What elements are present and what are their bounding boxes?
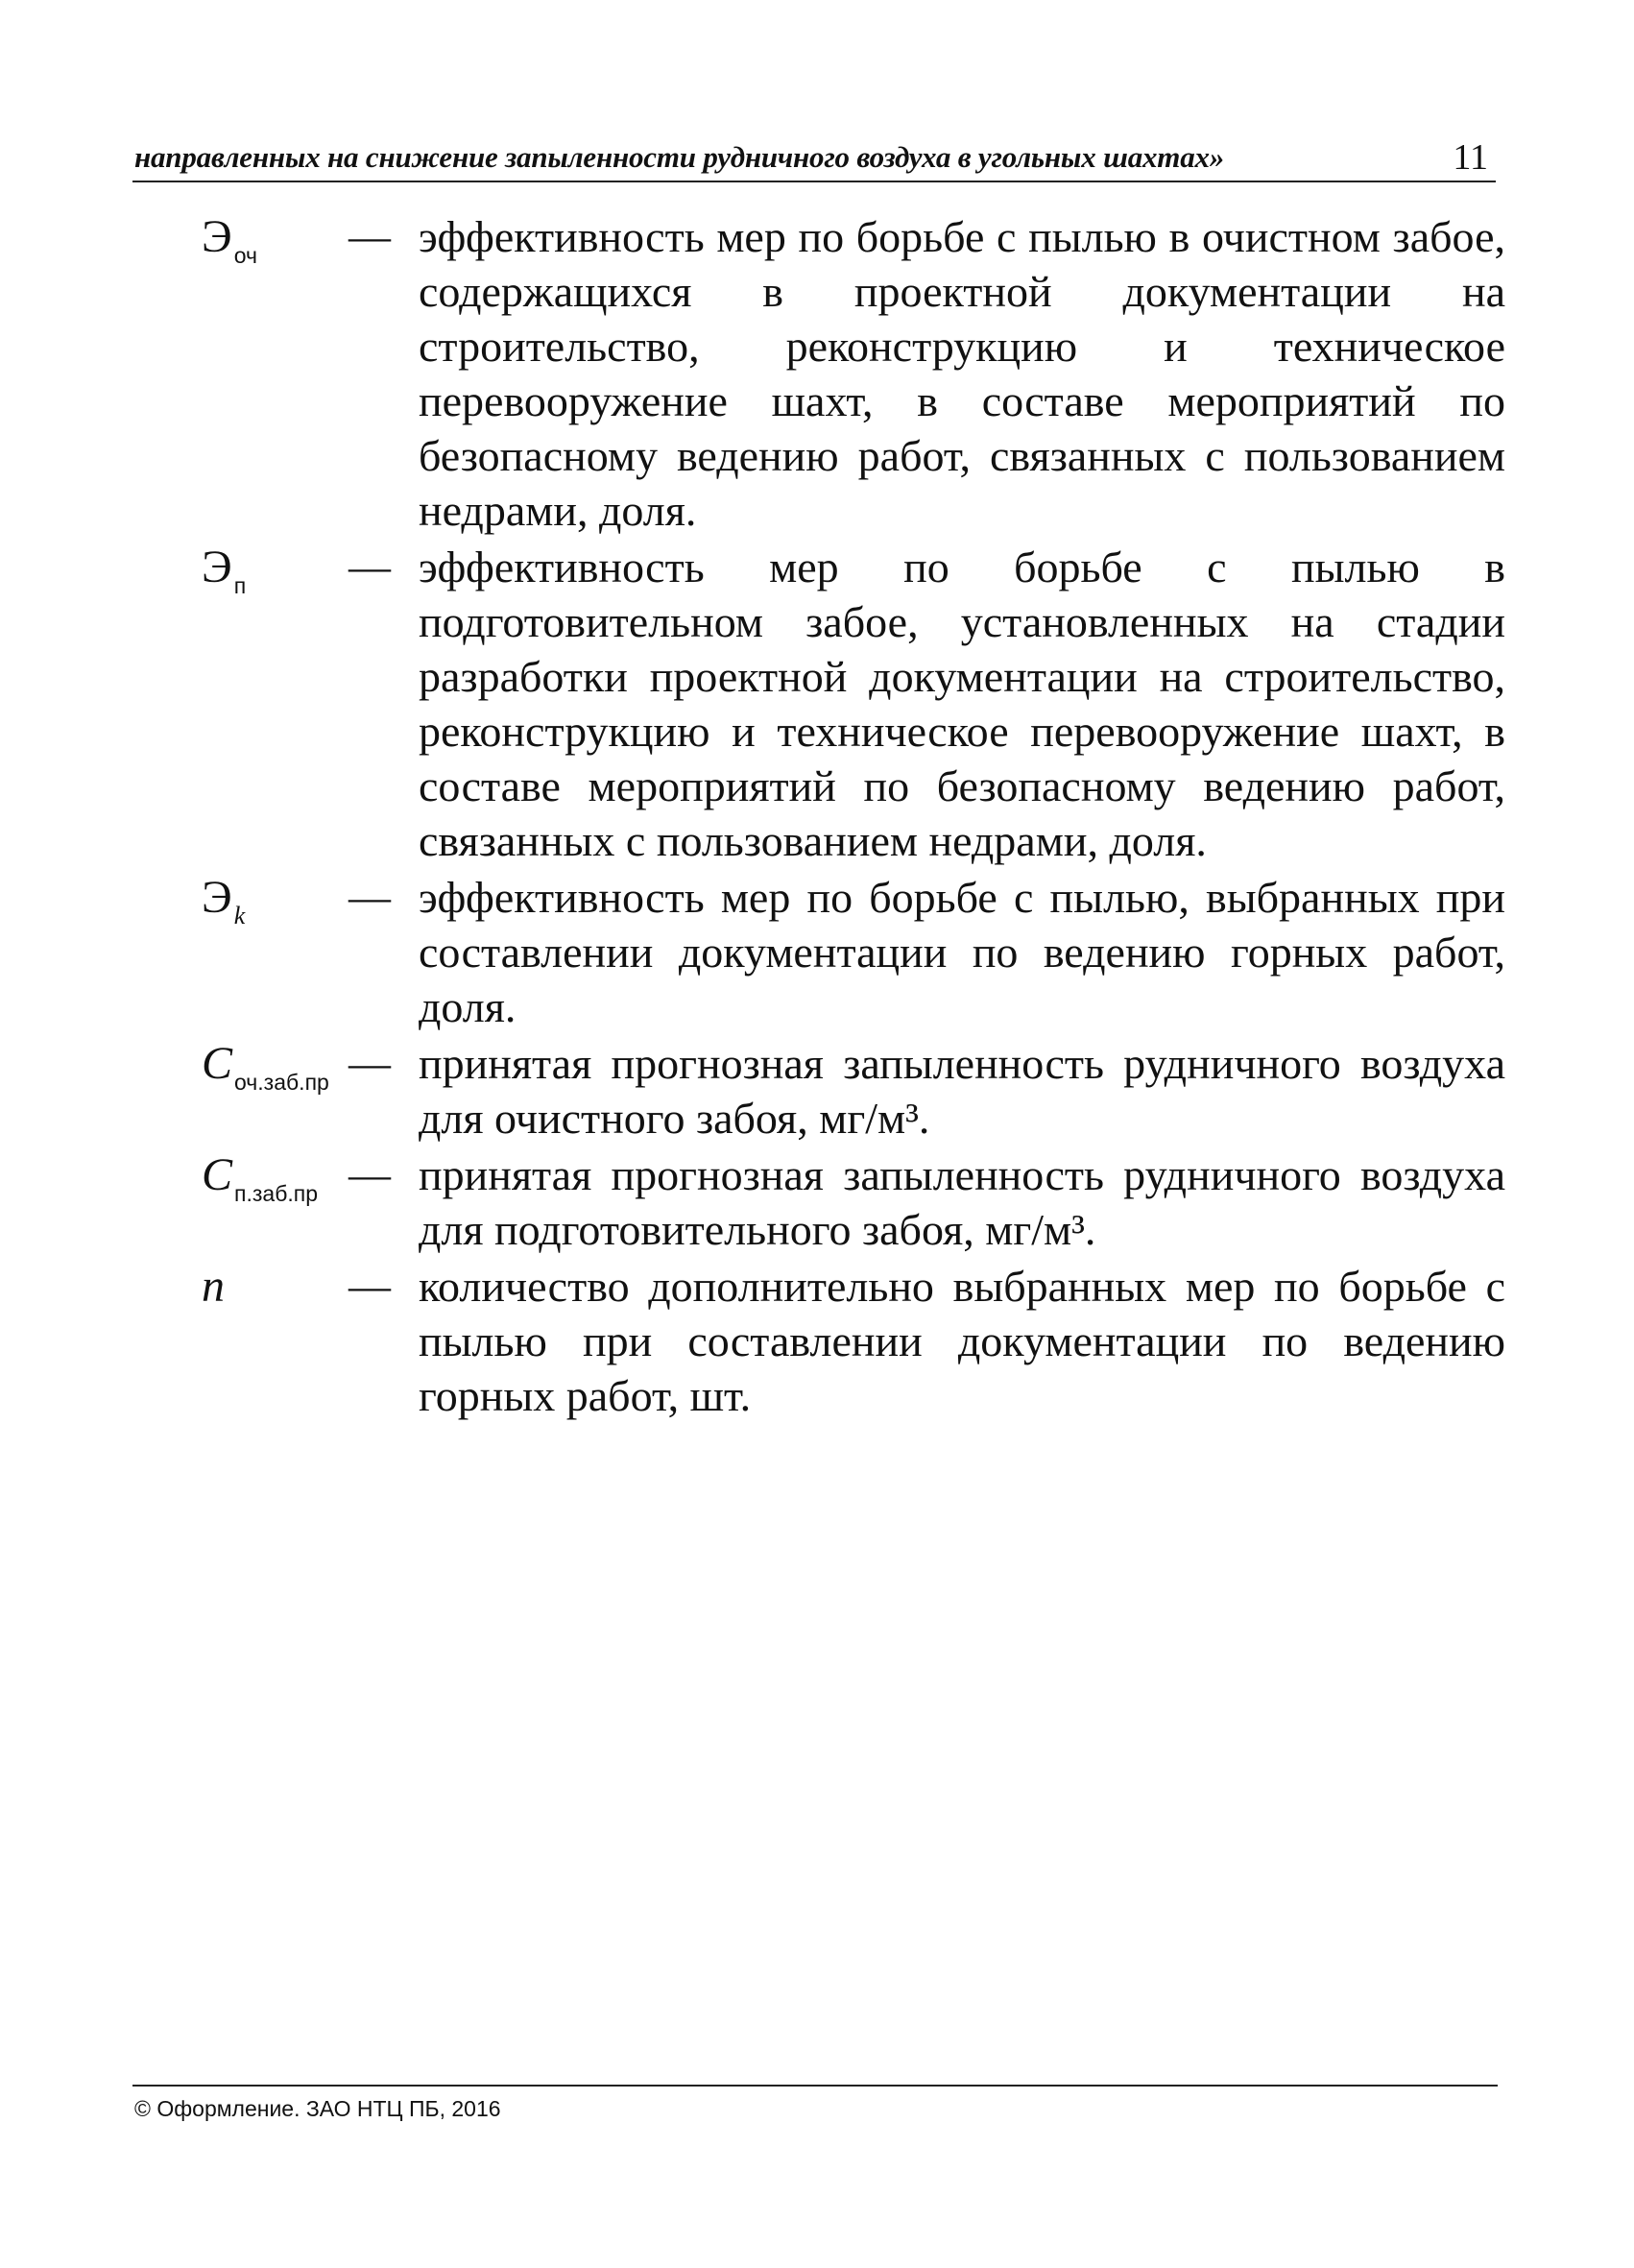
symbol-subscript: оч	[233, 243, 257, 268]
dash: —	[348, 1040, 391, 1087]
definition-item	[132, 209, 1505, 538]
definition-text: эффективность мер по борьбе с пылью в очистном забое, содержащихся в проектной документации на строительство, реконструкцию и техническое перевооружение шахт, в составе мероприятий по безопасному ведению работ, связанных с пользованием недрами, доля.	[419, 212, 1505, 535]
symbol-base: Э	[202, 211, 232, 262]
symbol	[132, 540, 363, 614]
running-title: направленных на снижение запыленности рудничного воздуха в угольных шахтах»	[134, 140, 1225, 174]
symbol-base: Э	[202, 872, 232, 923]
symbol-subscript: п.заб.пр	[234, 1181, 319, 1206]
dash: —	[348, 874, 391, 921]
definition-item	[132, 1147, 1505, 1257]
definition-text: эффективность мер по борьбе с пылью, выбранных при составлении документации по ведению горных работ, доля.	[419, 873, 1505, 1031]
definition-text: эффективность мер по борьбе с пылью в подготовительном забое, установленных на стадии разработки проектной документации на строительство, реконструкцию и техническое перевооружение шахт, в составе мероприятий по безопасному ведению работ, связанных с пользованием недрами, доля.	[419, 543, 1505, 865]
footer-divider	[132, 2085, 1498, 2087]
symbol	[132, 1259, 363, 1333]
dash: —	[348, 213, 391, 260]
page-number: 11	[1453, 137, 1488, 178]
definition-text: принятая прогнозная запыленность рудничного воздуха для подготовительного забоя, мг/м³.	[419, 1150, 1505, 1254]
definition-text: количество дополнительно выбранных мер по борьбе с пылью при составлении документации по ведению горных работ, шт.	[419, 1262, 1505, 1420]
dash: —	[348, 543, 391, 591]
symbol-base: C	[202, 1149, 233, 1200]
footer-copyright: © Оформление. ЗАО НТЦ ПБ, 2016	[134, 2096, 501, 2121]
symbol	[132, 209, 363, 283]
symbol-subscript: п	[233, 573, 247, 598]
definitions-list	[132, 209, 1505, 1425]
symbol	[132, 1036, 363, 1110]
symbol	[132, 870, 363, 943]
symbol-base: n	[202, 1261, 225, 1312]
symbol-base: Э	[202, 542, 232, 592]
definition-item	[132, 540, 1505, 868]
dash: —	[348, 1151, 391, 1198]
symbol-base: C	[202, 1038, 233, 1089]
definition-item	[132, 1036, 1505, 1146]
definition-item	[132, 870, 1505, 1034]
symbol-subscript: k	[233, 902, 246, 929]
definition-text: принятая прогнозная запыленность рудничного воздуха для очистного забоя, мг/м³.	[419, 1039, 1505, 1143]
symbol-subscript: оч.заб.пр	[234, 1070, 329, 1095]
symbol	[132, 1147, 363, 1221]
page-header	[132, 127, 1496, 182]
definition-item	[132, 1259, 1505, 1423]
dash: —	[348, 1263, 391, 1310]
